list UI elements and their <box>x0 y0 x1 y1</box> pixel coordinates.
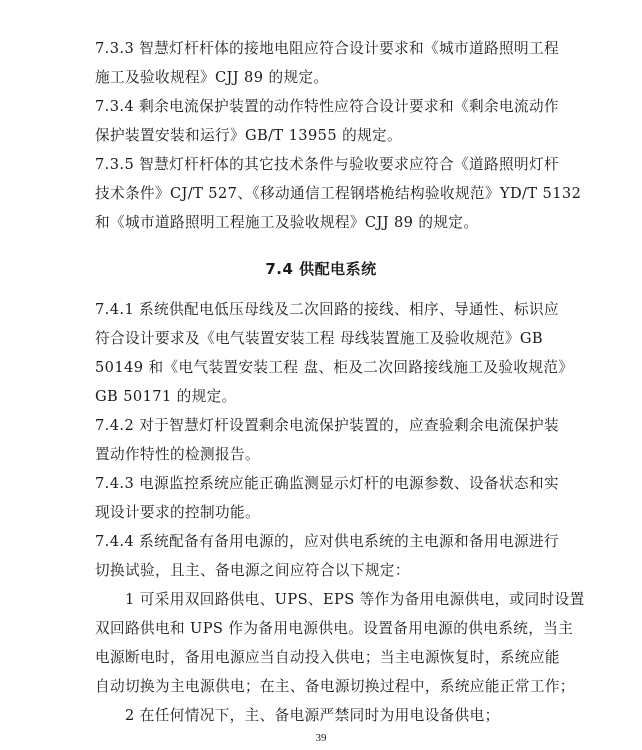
clause-7-4-2 <box>95 411 559 469</box>
clause-7-4-3 <box>95 469 559 527</box>
section-title: 7.4 供配电系统 <box>265 260 377 278</box>
text-line: 7.3.3 智慧灯杆杆体的接地电阻应符合设计要求和《城市道路照明工程 <box>95 40 559 57</box>
clause-7-3-4 <box>95 92 559 150</box>
text-line: GB 50171 的规定。 <box>95 388 237 405</box>
clause-7-4-4 <box>95 527 559 585</box>
text-line: 7.4.1 系统供配电低压母线及二次回路的接线、相序、导通性、标识应 <box>95 301 559 318</box>
text-line: 施工及验收规程》CJJ 89 的规定。 <box>95 69 329 86</box>
text-line: 保护装置安装和运行》GB/T 13955 的规定。 <box>95 127 403 144</box>
clause-7-3-3 <box>95 34 559 92</box>
text-line: 符合设计要求及《电气装置安装工程 母线装置施工及验收规范》GB <box>95 330 544 347</box>
text-line: 7.3.5 智慧灯杆杆体的其它技术条件与验收要求应符合《道路照明灯杆 <box>95 156 559 173</box>
text-line: 和《城市道路照明工程施工及验收规程》CJJ 89 的规定。 <box>95 214 479 231</box>
text-line: 切换试验，且主、备电源之间应符合以下规定： <box>95 562 410 579</box>
text-line: 1 可采用双回路供电、UPS、EPS 等作为备用电源供电，或同时设置 <box>125 591 585 608</box>
text-line: 置动作特性的检测报告。 <box>95 446 260 463</box>
clause-7-3-5 <box>95 150 582 237</box>
text-line: 7.4.3 电源监控系统应能正确监测显示灯杆的电源参数、设备状态和实 <box>95 475 559 492</box>
clause-7-4-1 <box>95 295 574 411</box>
text-line: 电源断电时，备用电源应当自动投入供电；当主电源恢复时，系统应能 <box>95 649 560 666</box>
text-line: 2 在任何情况下，主、备电源严禁同时为用电设备供电； <box>125 707 500 724</box>
text-line: 50149 和《电气装置安装工程 盘、柜及二次回路接线施工及验收规范》 <box>95 359 574 376</box>
list-item-2 <box>95 701 550 730</box>
text-line: 7.4.4 系统配备有备用电源的，应对供电系统的主电源和备用电源进行 <box>95 533 559 550</box>
text-line: 7.4.2 对于智慧灯杆设置剩余电流保护装置的，应查验剩余电流保护装 <box>95 417 559 434</box>
page-number: 39 <box>315 732 327 744</box>
text-line: 7.3.4 剩余电流保护装置的动作特性应符合设计要求和《剩余电流动作 <box>95 98 559 115</box>
text-line: 双回路供电和 UPS 作为备用电源供电。设置备用电源的供电系统，当主 <box>95 620 574 637</box>
text-line: 现设计要求的控制功能。 <box>95 504 260 521</box>
list-item-1 <box>95 585 585 701</box>
text-line: 技术条件》CJ/T 527、《移动通信工程钢塔桅结构验收规范》YD/T 5132 <box>95 185 582 202</box>
text-line: 自动切换为主电源供电；在主、备电源切换过程中，系统应能正常工作； <box>95 678 575 695</box>
